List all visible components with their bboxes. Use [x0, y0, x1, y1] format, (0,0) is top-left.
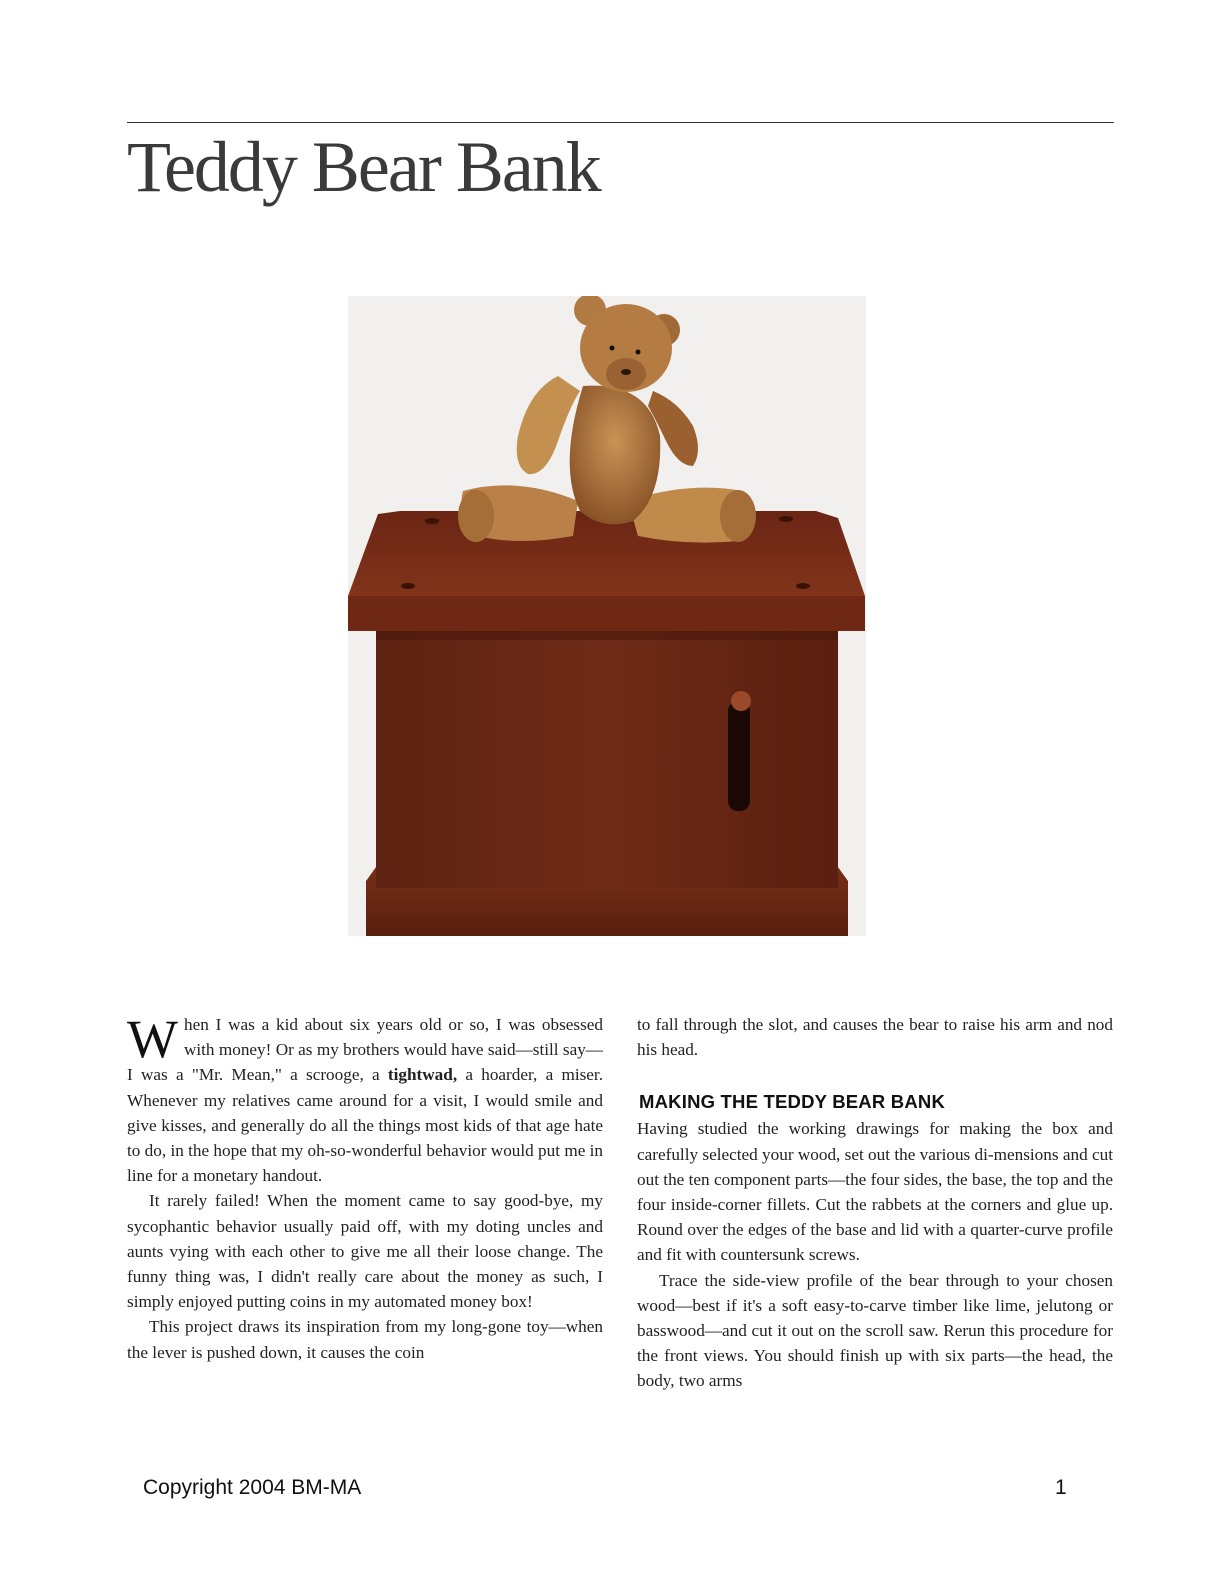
paragraph: It rarely failed! When the moment came to say good-bye, my sycophantic behavior usually paid off, with my doting uncles and aunts vying with each other to give me all their loose change. The funny thing was, I didn't really care about the money as such, I simply enjoyed putting coins in my automated money box!: [127, 1191, 603, 1312]
page-number: 1: [1055, 1476, 1067, 1499]
intro-paragraph: When I was a kid about six years old or so, I was obsessed with money! Or as my brothers would have said—still say—I was a "Mr. Mean," a scrooge, a tightwad, a hoarder, a miser. Whenever my relatives came around for a visit, I would smile and give kisses, and generally do all the things most kids of that age hate to do, in the hope that my oh-so-wonderful behavior would put me in line for a monetary handout.: [127, 1009, 603, 1186]
section-heading: MAKING THE TEDDY BEAR BANK: [639, 1091, 946, 1113]
teddy-bear-bank-photo: [348, 296, 866, 936]
paragraph: This project draws its inspiration from my long-gone toy—when the lever is pushed down, it causes the coin: [127, 1317, 603, 1362]
paragraph: Trace the side-view profile of the bear through to your chosen wood—best if it's a soft easy-to-carve timber like lime, jelutong or basswood—and cut it out on the scroll saw. Rerun this procedure for the front views. You should finish up with six parts—the head, the body, two arms: [637, 1270, 1113, 1391]
left-text-column: [127, 1009, 603, 1365]
continued-paragraph: to fall through the slot, and causes the bear to raise his arm and nod his head.: [637, 1015, 1113, 1060]
title-rule: [127, 122, 1114, 123]
copyright-footer: Copyright 2004 BM-MA: [143, 1476, 362, 1499]
right-text-column: [637, 1012, 1113, 1394]
drop-cap: W: [127, 1009, 178, 1069]
page-title: Teddy Bear Bank: [127, 127, 600, 207]
paragraph: Having studied the working drawings for making the box and carefully selected your wood, set out the various di-mensions and cut out the ten component parts—the four sides, the base, the top and the four inside-corner fillets. Cut the rabbets at the corners and glue up. Round over the edges of the base and lid with a quarter-curve profile and fit with countersunk screws.: [637, 1119, 1113, 1265]
